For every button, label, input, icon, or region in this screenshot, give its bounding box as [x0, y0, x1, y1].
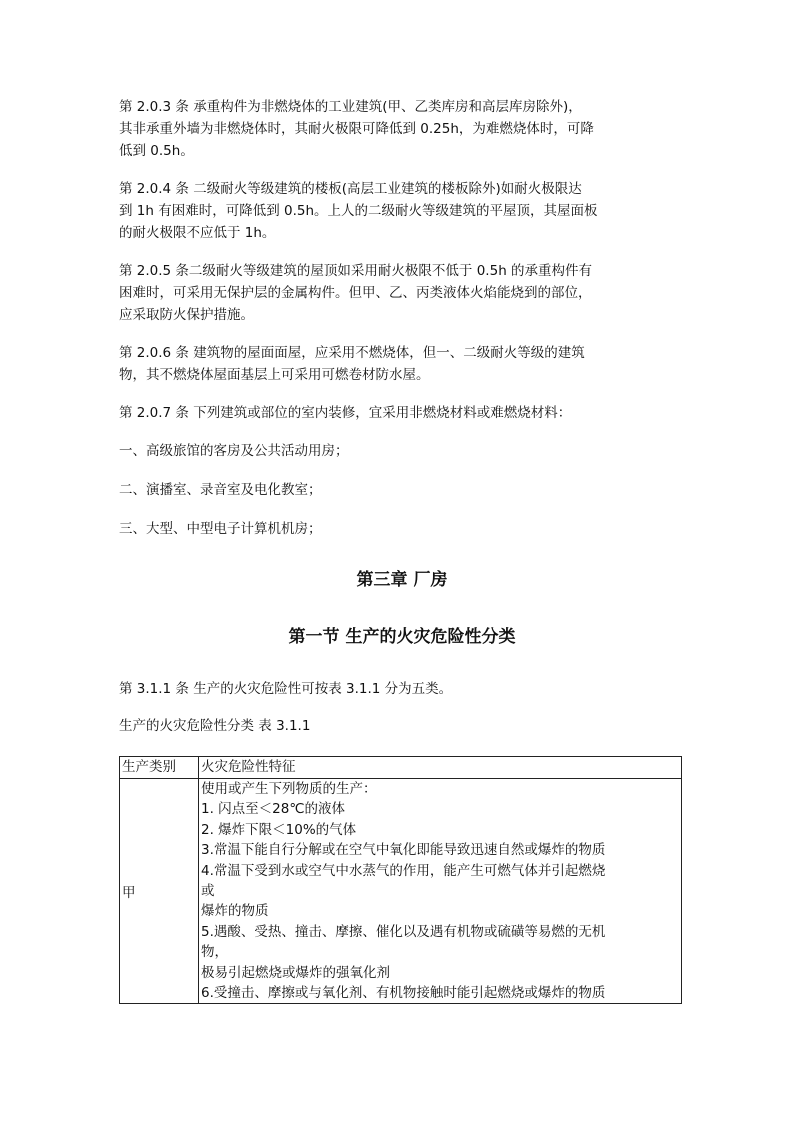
feature-line: 2. 爆炸下限＜10%的气体: [201, 821, 357, 838]
paragraph-line: 到 1h 有困难时，可降低到 0.5h。上人的二级耐火等级建筑的平屋顶，其屋面板: [119, 203, 598, 219]
paragraph-item-1: [119, 440, 685, 462]
paragraph-item-3: [119, 518, 685, 540]
paragraph-line: 第 2.0.7 条 下列建筑或部位的室内装修，宜采用非燃烧材料或难燃烧材料：: [119, 405, 572, 421]
feature-line: 物，: [201, 944, 228, 961]
paragraph-line: 其非承重外墙为非燃烧体时，其耐火极限可降低到 0.25h，为难燃烧体时，可降: [119, 121, 594, 137]
paragraph-line: 物，其不燃烧体屋面基层上可采用可燃卷材防水屋。: [119, 367, 430, 383]
feature-line: 1. 闪点至＜28℃的液体: [201, 801, 346, 818]
paragraph-line: 第 2.0.5 条二级耐火等级建筑的屋顶如采用耐火极限不低于 0.5h 的承重构件有: [119, 263, 593, 279]
feature-line: 4.常温下受到水或空气中水蒸气的作用，能产生可燃气体并引起燃烧: [201, 862, 606, 879]
paragraph-line: 的耐火极限不应低于 1h。: [119, 225, 276, 241]
table-header-row: [120, 757, 682, 779]
paragraph-item-2: [119, 479, 685, 501]
paragraph-line: 一、高级旅馆的客房及公共活动用房；: [119, 443, 349, 459]
feature-line: 或: [201, 883, 215, 900]
paragraph-art-2-0-5: [119, 260, 685, 326]
paragraph-art-2-0-3: [119, 96, 685, 162]
paragraph-art-2-0-4: [119, 178, 685, 244]
paragraph-line: 第 2.0.4 条 二级耐火等级建筑的楼板(高层工业建筑的楼板除外)如耐火极限达: [119, 181, 582, 197]
feature-line: 爆炸的物质: [201, 903, 269, 920]
section-title: 第一节 生产的火灾危险性分类: [288, 627, 516, 647]
header-features: 火灾危险性特征: [199, 757, 682, 779]
feature-line: 极易引起燃烧或爆炸的强氧化剂: [201, 964, 390, 981]
paragraph-line: 低到 0.5h。: [119, 143, 194, 159]
paragraph-line: 应采取防火保护措施。: [119, 307, 254, 323]
table-caption: 生产的火灾危险性分类 表 3.1.1: [119, 718, 311, 734]
header-category: 生产类别: [120, 757, 199, 779]
features-cell: [199, 779, 682, 1004]
paragraph-line: 三、大型、中型电子计算机机房；: [119, 521, 322, 537]
table-row: [120, 779, 682, 1004]
paragraph-art-2-0-6: [119, 342, 685, 386]
paragraph-line: 第 2.0.6 条 建筑物的屋面面屋，应采用不燃烧体，但一、二级耐火等级的建筑: [119, 345, 585, 361]
paragraph-line: 二、演播室、录音室及电化教室；: [119, 482, 322, 498]
feature-line: 使用或产生下列物质的生产：: [201, 781, 377, 797]
chapter-title: 第三章 厂房: [356, 570, 448, 590]
hazard-classification-table: [119, 756, 682, 1004]
paragraph-line: 第 2.0.3 条 承重构件为非燃烧体的工业建筑(甲、乙类库房和高层库房除外)，: [119, 99, 582, 115]
feature-line: 5.遇酸、受热、撞击、摩擦、催化以及遇有机物或硫磺等易燃的无机: [201, 923, 606, 940]
paragraph-art-2-0-7: [119, 402, 685, 424]
feature-line: 3.常温下能自行分解或在空气中氧化即能导致迅速自然或爆炸的物质: [201, 842, 606, 859]
feature-line: 6.受撞击、摩擦或与氧化剂、有机物接触时能引起燃烧或爆炸的物质: [201, 985, 606, 1002]
article-3-1-1: 第 3.1.1 条 生产的火灾危险性可按表 3.1.1 分为五类。: [119, 681, 453, 697]
paragraph-line: 困难时，可采用无保护层的金属构件。但甲、乙、丙类液体火焰能烧到的部位，: [119, 285, 592, 301]
category-cell: 甲: [120, 779, 199, 1004]
